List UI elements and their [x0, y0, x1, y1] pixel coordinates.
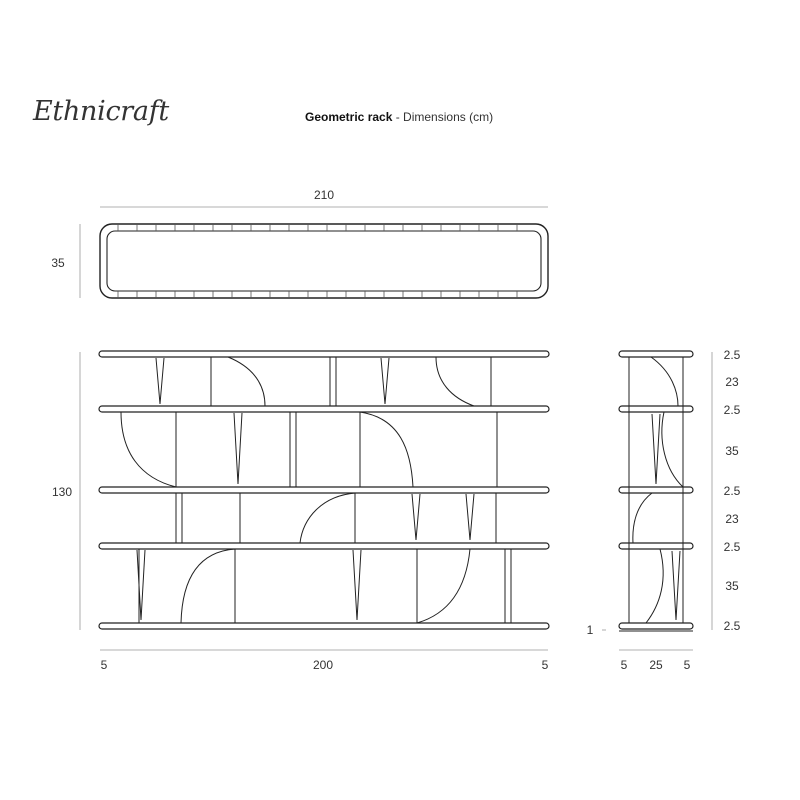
top-view-outer-frame — [100, 224, 548, 298]
side-v-brace — [672, 551, 680, 620]
v-brace — [381, 358, 389, 404]
side-view — [587, 348, 741, 672]
curved-panel — [360, 412, 413, 487]
side-right-margin-label: 5 — [683, 658, 691, 672]
side-label-shelf-4: 2.5 — [723, 540, 741, 554]
v-brace — [466, 494, 474, 540]
dimensions-subtitle: - Dimensions (cm) — [392, 110, 494, 124]
front-view — [52, 351, 549, 672]
side-curved-panel — [646, 549, 663, 623]
side-shelf-3 — [619, 487, 693, 493]
v-brace — [234, 413, 242, 484]
plank-ticks — [118, 224, 517, 298]
brand-logo: Ethnicraft — [33, 96, 169, 127]
side-label-shelf-2: 2.5 — [723, 403, 741, 417]
product-name: Geometric rack — [305, 110, 393, 124]
side-shelf-5 — [619, 623, 693, 629]
side-label-gap-1: 23 — [725, 375, 739, 389]
side-curved-panel — [651, 357, 678, 406]
side-shelf-1 — [619, 351, 693, 357]
v-brace — [412, 494, 420, 540]
top-view-inner-frame — [107, 231, 541, 291]
top-view — [51, 188, 548, 298]
front-width-label: 200 — [312, 658, 334, 672]
depth-label: 35 — [51, 256, 65, 270]
side-label-bottom-shelf: 2.5 — [723, 619, 741, 633]
side-vertical-labels — [724, 348, 741, 633]
side-label-shelf-3: 2.5 — [723, 484, 741, 498]
shelf-3 — [99, 487, 549, 493]
side-v-brace — [652, 414, 660, 484]
front-left-margin-label: 5 — [100, 658, 108, 672]
v-brace — [353, 550, 361, 620]
side-label-gap-2: 35 — [725, 444, 739, 458]
v-brace — [156, 358, 164, 404]
side-left-margin-label: 5 — [620, 658, 628, 672]
side-uprights — [619, 357, 693, 631]
side-foot-label: 1 — [586, 623, 594, 637]
shelf-5 — [99, 623, 549, 629]
v-brace — [137, 550, 145, 620]
side-label-top-shelf: 2.5 — [723, 348, 741, 362]
front-shelves — [99, 351, 549, 629]
height-label: 130 — [51, 485, 73, 499]
side-curved-panel — [662, 412, 683, 487]
shelf-1 — [99, 351, 549, 357]
shelf-2 — [99, 406, 549, 412]
side-label-gap-3: 23 — [725, 512, 739, 526]
curved-panel — [417, 549, 470, 623]
curved-panel — [181, 549, 235, 623]
curved-panel — [228, 357, 265, 406]
side-shelf-2 — [619, 406, 693, 412]
front-right-margin-label: 5 — [541, 658, 549, 672]
curved-panel — [436, 357, 474, 406]
width-label: 210 — [313, 188, 335, 202]
curved-panel — [121, 412, 176, 487]
side-shelf-4 — [619, 543, 693, 549]
shelf-4 — [99, 543, 549, 549]
curved-panel — [300, 493, 355, 543]
side-curved-panel — [633, 493, 652, 543]
side-depth-label: 25 — [649, 658, 663, 672]
side-shelves — [619, 351, 693, 629]
side-label-gap-4: 35 — [725, 579, 739, 593]
